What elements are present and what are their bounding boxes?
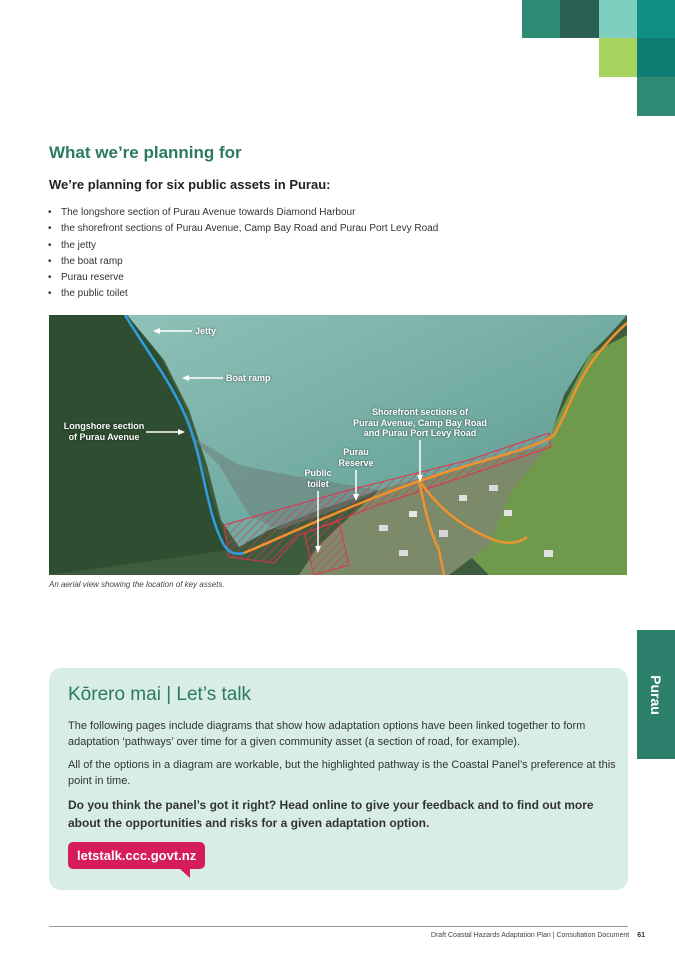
list-item bbox=[48, 238, 438, 254]
house bbox=[409, 511, 417, 517]
list-item bbox=[48, 221, 438, 237]
lets-talk-paragraph: The following pages include diagrams that show how adaptation options have been linked together to form adaptation ‘pathways’ over time for a given community asset (a section of road, for example). bbox=[68, 720, 586, 748]
side-tab-label: Purau bbox=[648, 674, 664, 715]
map-label-shorefront bbox=[345, 407, 495, 439]
section-title: What we’re planning for bbox=[49, 143, 242, 162]
list-item-text: the shorefront sections of Purau Avenue, Camp Bay Road and Purau Port Levy Road bbox=[61, 223, 439, 235]
map-label-line: Longshore section bbox=[63, 421, 145, 431]
list-item bbox=[48, 205, 438, 221]
map-label-line: toilet bbox=[307, 478, 329, 489]
list-item-text: The longshore section of Purau Avenue towards Diamond Harbour bbox=[61, 207, 356, 218]
letstalk-link[interactable] bbox=[68, 842, 205, 869]
house bbox=[459, 495, 467, 501]
letstalk-link-text[interactable]: letstalk.ccc.govt.nz bbox=[77, 848, 197, 863]
footer-section: Consultation Document bbox=[556, 932, 630, 939]
list-item bbox=[48, 254, 438, 270]
footer-doc-title: Draft Coastal Hazards Adaptation Plan bbox=[430, 932, 551, 939]
section-side-tab bbox=[637, 630, 675, 759]
map-label-jetty: Jetty bbox=[195, 326, 217, 336]
footer-separator: | bbox=[552, 932, 555, 939]
map-label-reserve bbox=[331, 447, 381, 468]
map-label-line: Reserve bbox=[338, 457, 374, 468]
house bbox=[504, 510, 512, 516]
bullet-icon: • bbox=[48, 272, 52, 284]
decor-square bbox=[637, 0, 675, 38]
map-caption: An aerial view showing the location of key assets. bbox=[49, 580, 225, 589]
decor-square bbox=[522, 0, 560, 38]
asset-list bbox=[48, 205, 438, 303]
lets-talk-box bbox=[49, 668, 628, 890]
decor-square bbox=[637, 77, 675, 116]
decor-square bbox=[599, 38, 637, 77]
speech-bubble-tail-icon bbox=[180, 869, 190, 878]
map-label-line: Purau bbox=[343, 447, 369, 457]
aerial-map-graphic bbox=[49, 315, 627, 575]
list-item bbox=[48, 286, 438, 302]
lets-talk-paragraph: All of the options in a diagram are workable, but the highlighted pathway is the Coastal Panel’s preference at this point in time. bbox=[68, 759, 616, 787]
bullet-icon: • bbox=[48, 207, 52, 218]
house bbox=[489, 485, 498, 491]
decor-square bbox=[599, 0, 637, 38]
decor-square bbox=[637, 38, 675, 77]
list-item-text: the jetty bbox=[61, 239, 97, 251]
footer-divider bbox=[49, 926, 628, 927]
list-item bbox=[48, 270, 438, 286]
bullet-icon: • bbox=[48, 255, 52, 267]
bullet-icon: • bbox=[48, 239, 52, 251]
lets-talk-question: Do you think the panel’s got it right? Head online to give your feedback and to find out more about the opportunities and risks for a given adaptation option. bbox=[68, 798, 594, 830]
lets-talk-title: Kōrero mai | Let’s talk bbox=[68, 684, 252, 705]
map-label-line: Shorefront sections of bbox=[371, 407, 468, 417]
house bbox=[379, 525, 388, 531]
list-item-text: Purau reserve bbox=[61, 272, 124, 284]
aerial-map bbox=[49, 315, 627, 575]
bullet-icon: • bbox=[48, 223, 52, 235]
map-label-line: Purau Avenue, Camp Bay Road bbox=[353, 417, 487, 428]
page-footer bbox=[431, 932, 645, 939]
house bbox=[439, 530, 448, 537]
page-number: 61 bbox=[637, 932, 645, 939]
map-label-longshore bbox=[59, 421, 149, 442]
list-item-text: the public toilet bbox=[61, 288, 128, 300]
map-label-boat-ramp: Boat ramp bbox=[226, 373, 271, 383]
map-label-line: Public bbox=[304, 468, 332, 478]
map-label-line: of Purau Avenue bbox=[68, 431, 140, 442]
house bbox=[544, 550, 553, 557]
list-item-text: the boat ramp bbox=[61, 255, 123, 267]
bullet-icon: • bbox=[48, 288, 52, 300]
section-subtitle: We’re planning for six public assets in Purau: bbox=[49, 177, 331, 192]
map-label-line: and Purau Port Levy Road bbox=[363, 428, 477, 438]
map-label-toilet bbox=[297, 468, 339, 489]
decor-square bbox=[560, 0, 599, 38]
house bbox=[399, 550, 408, 556]
